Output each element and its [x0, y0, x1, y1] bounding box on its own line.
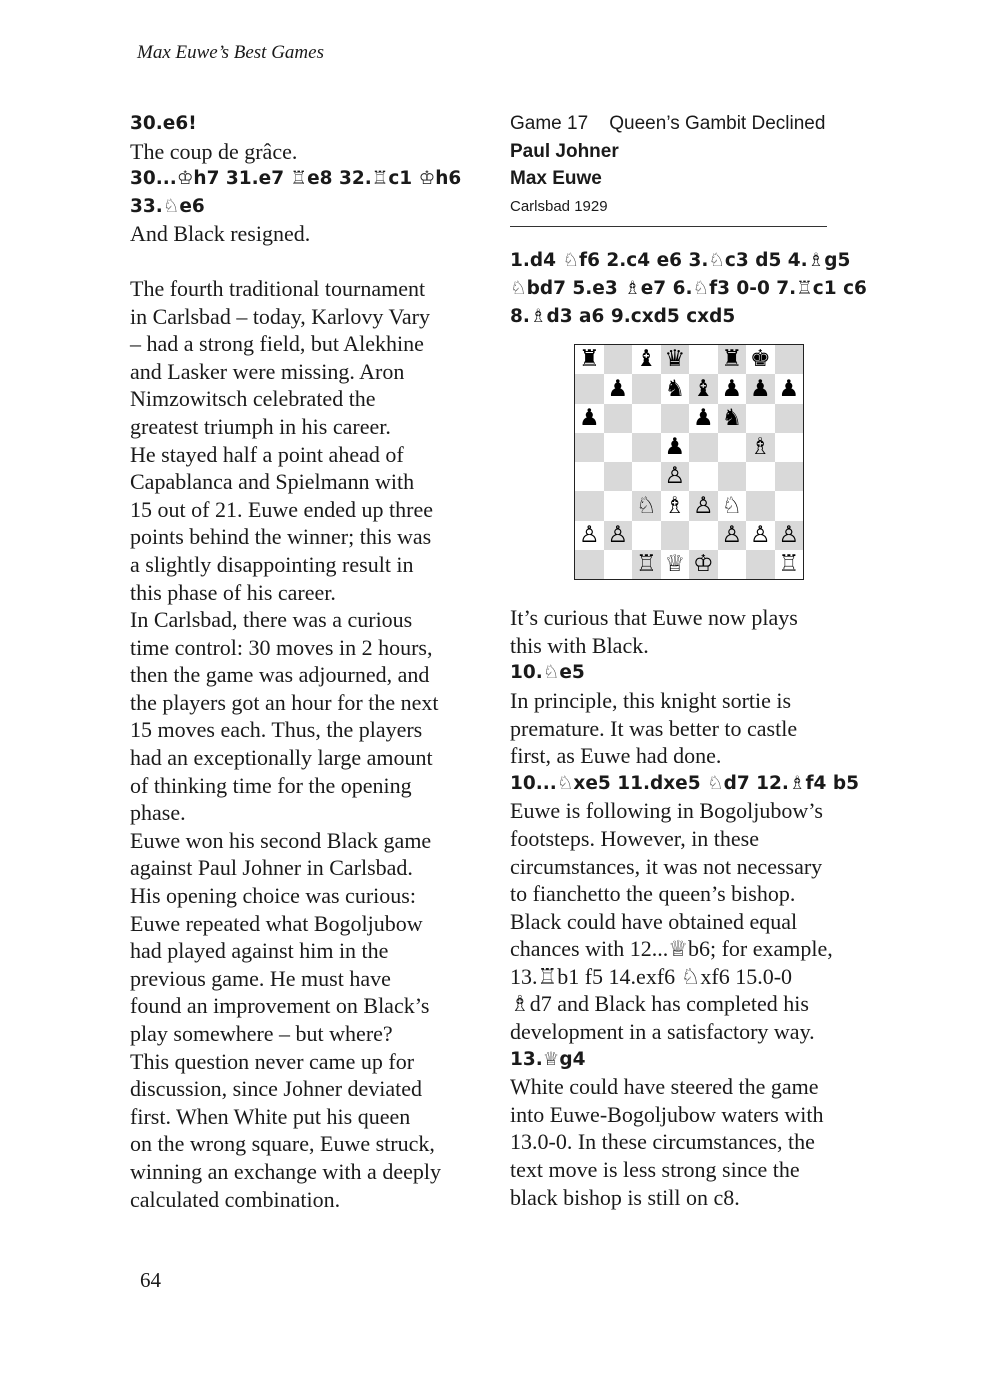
chess-piece-icon: ♟ — [607, 375, 629, 402]
move-line: 8.♗d3 a6 9.cxd5 cxd5 — [510, 305, 736, 327]
square-c7 — [632, 374, 661, 403]
commentary-line: Euwe is following in Bogoljubow’s — [510, 798, 823, 824]
square-a3 — [575, 491, 604, 520]
chess-piece-icon: ♟ — [721, 375, 743, 402]
square-e1 — [689, 550, 718, 579]
intro-line: found an improvement on Black’s — [130, 993, 430, 1019]
square-b3 — [604, 491, 633, 520]
square-b2 — [604, 521, 633, 550]
running-head-title: Max Euwe’s Best Games — [137, 42, 324, 63]
square-f6 — [718, 404, 747, 433]
square-h8 — [775, 345, 804, 374]
chess-piece-icon: ♜ — [578, 346, 600, 373]
chess-piece-icon: ♟ — [778, 375, 800, 402]
square-f8 — [718, 345, 747, 374]
square-a2 — [575, 521, 604, 550]
chess-piece-icon: ♙ — [692, 492, 714, 519]
chess-piece-icon: ♘ — [721, 492, 743, 519]
intro-line: greatest triumph in his career. — [130, 413, 391, 439]
square-e8 — [689, 345, 718, 374]
square-a5 — [575, 433, 604, 462]
intro-line: – had a strong field, but Alekhine — [130, 331, 424, 357]
square-h4 — [775, 462, 804, 491]
square-e6 — [689, 404, 718, 433]
intro-line: His opening choice was curious: — [130, 883, 416, 909]
paragraph-gap — [130, 248, 485, 275]
square-h1 — [775, 550, 804, 579]
diagram-gap — [510, 580, 870, 604]
intro-line: and Lasker were missing. Aron — [130, 358, 405, 384]
chess-piece-icon: ♛ — [664, 346, 686, 373]
commentary-line: first, as Euwe had done. — [510, 743, 722, 769]
square-e4 — [689, 462, 718, 491]
intro-line: of thinking time for the opening — [130, 772, 412, 798]
square-d5 — [661, 433, 690, 462]
square-h5 — [775, 433, 804, 462]
square-g6 — [746, 404, 775, 433]
intro-line: The fourth traditional tournament — [130, 275, 426, 301]
square-c2 — [632, 521, 661, 550]
square-h6 — [775, 404, 804, 433]
chess-piece-icon: ♟ — [692, 404, 714, 431]
intro-line: in Carlsbad – today, Karlovy Vary — [130, 303, 430, 329]
intro-line: time control: 30 moves in 2 hours, — [130, 634, 433, 660]
square-g7 — [746, 374, 775, 403]
intro-line: phase. — [130, 800, 186, 826]
square-e5 — [689, 433, 718, 462]
opening-moves — [510, 247, 870, 330]
square-b4 — [604, 462, 633, 491]
game-header: Game 17 Queen’s Gambit Declined — [510, 113, 826, 134]
game-venue: Carlsbad 1929 — [510, 197, 608, 215]
square-b7 — [604, 374, 633, 403]
commentary-line: It’s curious that Euwe now plays — [510, 605, 798, 631]
chess-piece-icon: ♙ — [778, 521, 800, 548]
chess-piece-icon: ♔ — [692, 551, 714, 578]
square-a6 — [575, 404, 604, 433]
white-player-name: Paul Johner — [510, 140, 619, 162]
intro-line: points behind the winner; this was — [130, 524, 432, 550]
intro-line: 15 moves each. Thus, the players — [130, 717, 423, 743]
square-f5 — [718, 433, 747, 462]
square-h7 — [775, 374, 804, 403]
square-a1 — [575, 550, 604, 579]
intro-line: had played against him in the — [130, 938, 389, 964]
intro-line: 15 out of 21. Euwe ended up three — [130, 496, 434, 522]
commentary-line: circumstances, it was not necessary — [510, 853, 823, 879]
chess-piece-icon: ♗ — [664, 492, 686, 519]
square-g4 — [746, 462, 775, 491]
square-h3 — [775, 491, 804, 520]
square-c1 — [632, 550, 661, 579]
chess-board — [575, 345, 803, 579]
square-g2 — [746, 521, 775, 550]
square-c5 — [632, 433, 661, 462]
square-g3 — [746, 491, 775, 520]
square-d3 — [661, 491, 690, 520]
commentary-line: to fianchetto the queen’s bishop. — [510, 881, 796, 907]
intro-line: on the wrong square, Euwe struck, — [130, 1131, 435, 1157]
chess-piece-icon: ♟ — [578, 404, 600, 431]
intro-line: discussion, since Johner deviated — [130, 1076, 423, 1102]
square-f2 — [718, 521, 747, 550]
intro-line: then the game was adjourned, and — [130, 662, 430, 688]
chess-piece-icon: ♝ — [635, 346, 657, 373]
square-b8 — [604, 345, 633, 374]
chess-piece-icon: ♘ — [635, 492, 657, 519]
intro-line: play somewhere – but where? — [130, 1021, 393, 1046]
chess-diagram — [574, 344, 804, 580]
intro-line: previous game. He must have — [130, 965, 391, 991]
move-line: ♘bd7 5.e3 ♗e7 6.♘f3 0-0 7.♖c1 c6 — [510, 277, 867, 299]
square-f7 — [718, 374, 747, 403]
move-line: 33.♘e6 — [130, 195, 205, 217]
commentary-line: White could have steered the game — [510, 1074, 819, 1100]
header-rule — [510, 226, 827, 227]
chess-piece-icon: ♕ — [664, 551, 686, 578]
intro-line: against Paul Johner in Carlsbad. — [130, 855, 413, 881]
chess-piece-icon: ♙ — [578, 521, 600, 548]
chess-piece-icon: ♙ — [749, 521, 771, 548]
square-d2 — [661, 521, 690, 550]
intro-line: this phase of his career. — [130, 579, 336, 605]
square-b6 — [604, 404, 633, 433]
move-line: 30...♔h7 31.e7 ♖e8 32.♖c1 ♔h6 — [130, 168, 462, 190]
commentary-line: chances with 12...♕b6; for example, — [510, 936, 833, 962]
intro-line: had an exceptionally large amount — [130, 745, 433, 771]
move-line: 10.♘e5 — [510, 662, 585, 684]
move-line: 13.♕g4 — [510, 1048, 586, 1070]
commentary-line: 13.♖b1 f5 14.exf6 ♘xf6 15.0-0 — [510, 963, 793, 989]
commentary-line: The coup de grâce. — [130, 138, 298, 164]
page-number: 64 — [140, 1268, 161, 1292]
square-c4 — [632, 462, 661, 491]
square-a8 — [575, 345, 604, 374]
square-c8 — [632, 345, 661, 374]
square-d7 — [661, 374, 690, 403]
commentary-line: footsteps. However, in these — [510, 825, 760, 851]
square-b1 — [604, 550, 633, 579]
intro-line: a slightly disappointing result in — [130, 551, 414, 577]
square-e3 — [689, 491, 718, 520]
intro-line: He stayed half a point ahead of — [130, 441, 404, 467]
square-a4 — [575, 462, 604, 491]
intro-line: Euwe repeated what Bogoljubow — [130, 910, 423, 936]
chess-piece-icon: ♝ — [692, 375, 714, 402]
chess-piece-icon: ♙ — [721, 521, 743, 548]
game-annotations — [510, 604, 870, 1211]
chess-piece-icon: ♖ — [778, 551, 800, 578]
chess-piece-icon: ♙ — [664, 463, 686, 490]
square-f1 — [718, 550, 747, 579]
square-g1 — [746, 550, 775, 579]
commentary-line: Black could have obtained equal — [510, 908, 798, 934]
square-f4 — [718, 462, 747, 491]
intro-line: Euwe won his second Black game — [130, 827, 432, 853]
left-column — [130, 110, 485, 1213]
intro-line: winning an exchange with a deeply — [130, 1158, 441, 1184]
intro-line: Nimzowitsch celebrated the — [130, 386, 376, 412]
intro-paragraphs — [130, 275, 485, 1213]
chess-piece-icon: ♚ — [749, 346, 771, 373]
square-e7 — [689, 374, 718, 403]
intro-line: This question never came up for — [130, 1048, 415, 1074]
square-f3 — [718, 491, 747, 520]
chess-piece-icon: ♞ — [664, 375, 686, 402]
chess-piece-icon: ♟ — [749, 375, 771, 402]
square-c3 — [632, 491, 661, 520]
square-d4 — [661, 462, 690, 491]
intro-line: In Carlsbad, there was a curious — [130, 607, 413, 633]
move-line: 1.d4 ♘f6 2.c4 e6 3.♘c3 d5 4.♗g5 — [510, 250, 851, 272]
move-line: 30.e6! — [130, 113, 197, 134]
commentary-line: And Black resigned. — [130, 221, 311, 247]
chess-piece-icon: ♞ — [721, 404, 743, 431]
square-a7 — [575, 374, 604, 403]
chess-piece-icon: ♗ — [749, 434, 771, 461]
intro-line: calculated combination. — [130, 1186, 341, 1212]
square-d6 — [661, 404, 690, 433]
square-c6 — [632, 404, 661, 433]
commentary-line: black bishop is still on c8. — [510, 1184, 740, 1210]
black-player-name: Max Euwe — [510, 168, 602, 190]
square-d8 — [661, 345, 690, 374]
square-g5 — [746, 433, 775, 462]
square-b5 — [604, 433, 633, 462]
chess-piece-icon: ♙ — [607, 521, 629, 548]
commentary-line: premature. It was better to castle — [510, 715, 798, 741]
intro-line: Capablanca and Spielmann with — [130, 469, 415, 495]
intro-line: first. When White put his queen — [130, 1103, 411, 1129]
chess-piece-icon: ♟ — [664, 434, 686, 461]
commentary-line: text move is less strong since the — [510, 1157, 800, 1183]
chess-piece-icon: ♖ — [635, 551, 657, 578]
commentary-line: 13.0-0. In these circumstances, the — [510, 1129, 815, 1155]
chess-piece-icon: ♜ — [721, 346, 743, 373]
square-g8 — [746, 345, 775, 374]
square-e2 — [689, 521, 718, 550]
square-h2 — [775, 521, 804, 550]
commentary-line: In principle, this knight sortie is — [510, 687, 792, 713]
move-line: 10...♘xe5 11.dxe5 ♘d7 12.♗f4 b5 — [510, 772, 859, 794]
commentary-line: ♗d7 and Black has completed his — [510, 991, 809, 1017]
commentary-line: into Euwe-Bogoljubow waters with — [510, 1101, 824, 1127]
commentary-line: this with Black. — [510, 632, 649, 658]
square-d1 — [661, 550, 690, 579]
commentary-line: development in a satisfactory way. — [510, 1019, 815, 1045]
intro-line: the players got an hour for the next — [130, 689, 439, 715]
right-column — [510, 110, 870, 1211]
